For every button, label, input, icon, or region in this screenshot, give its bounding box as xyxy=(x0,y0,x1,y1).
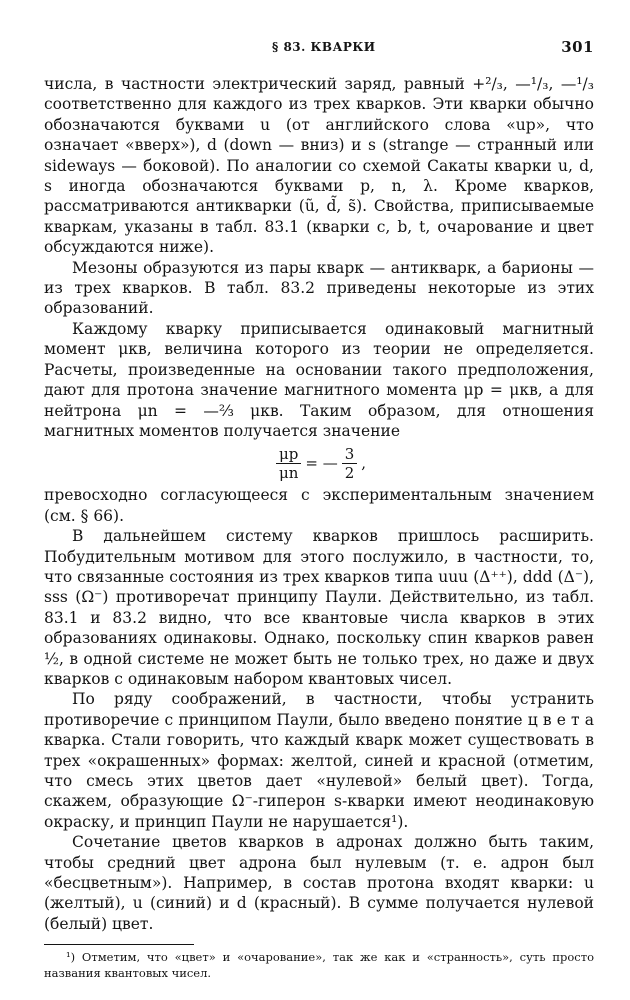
paragraph: Каждому кварку приписывается одинаковый магнитный момент μкв, величина которого из теории не определяется. Расчеты, произведенные на основании такого предположения, дают для протона значение магнитного момента μp = μкв, а для нейтрона μn = —⅔ μкв. Таким образом, для отношения магнитных моментов получается значение xyxy=(44,319,594,440)
page xyxy=(44,30,594,981)
equals-sign: = — xyxy=(305,454,338,473)
paragraph: По ряду соображений, в частности, чтобы устранить противоречие с принципом Паули, было введено понятие ц в е т а кварка. Стали говорить, что каждый кварк может существовать в трех «окрашенных» формах: желтой, синей и красной (отметим, что смесь этих цветов дает «нулевой» белый цвет). Тогда, скажем, образующие Ω⁻-гиперон s-кварки имеют неодинаковую окраску, и принцип Паули не нарушается¹). xyxy=(44,690,594,831)
paragraph: Мезоны образуются из пары кварк — антикварк, а барионы — из трех кварков. В табл. 83.2 приведены некоторые из этих образований. xyxy=(44,258,594,318)
fraction-numerator: 3 xyxy=(342,445,358,464)
fraction-lhs xyxy=(276,445,301,482)
formula-magnetic-ratio xyxy=(44,441,594,485)
paragraph: числа, в частности электрический заряд, равный +²/₃, —¹/₃, —¹/₃ соответственно для каждого из трех кварков. Эти кварки обычно обозначаются буквами u (от английского слова «up», что означает «вверх»), d (down — вниз) и s (strange — странный или sideways — боковой). По аналогии со схемой Сакаты кварки u, d, s иногда обозначаются буквами p, n, λ. Кроме кварков, рассматриваются антикварки (ũ, d̃, s̃). Свойства, приписываемые кваркам, указаны в табл. 83.1 (кварки c, b, t, очарование и цвет обсуждаются ниже). xyxy=(44,75,594,257)
paragraph: превосходно согласующееся с экспериментальным значением (см. § 66). xyxy=(44,486,594,525)
fraction-numerator: μp xyxy=(276,445,301,464)
formula-punctuation: , xyxy=(361,454,367,473)
footnote-divider xyxy=(44,944,194,945)
fraction-denominator: μn xyxy=(278,463,299,482)
running-header xyxy=(44,30,594,54)
fraction-rhs xyxy=(342,445,358,482)
paragraph: Сочетание цветов кварков в адронах должно быть таким, чтобы средний цвет адрона был нулевым (т. е. адрон был «бесцветным»). Например, в состав протона входят кварки: u (желтый), u (синий) и d (красный). В сумме получается нулевой (белый) цвет. xyxy=(44,833,594,933)
paragraph: В дальнейшем систему кварков пришлось расширить. Побудительным мотивом для этого послужило, в частности, то, что связанные состояния из трех кварков типа uuu (Δ⁺⁺), ddd (Δ⁻), sss (Ω⁻) противоречат принципу Паули. Действительно, из табл. 83.1 и 83.2 видно, что все квантовые числа кварков в этих образованиях одинаковы. Однако, поскольку спин кварков равен ½, в одной системе не может быть не только трех, но даже и двух кварков с одинаковым набором квантовых чисел. xyxy=(44,527,594,688)
page-number: 301 xyxy=(561,38,594,56)
section-title: § 83. КВАРКИ xyxy=(272,40,376,54)
fraction-denominator: 2 xyxy=(344,463,355,482)
footnote: ¹) Отметим, что «цвет» и «очарование», так же как и «странность», суть просто названия квантовых чисел. xyxy=(44,950,594,981)
body-text xyxy=(44,74,594,934)
